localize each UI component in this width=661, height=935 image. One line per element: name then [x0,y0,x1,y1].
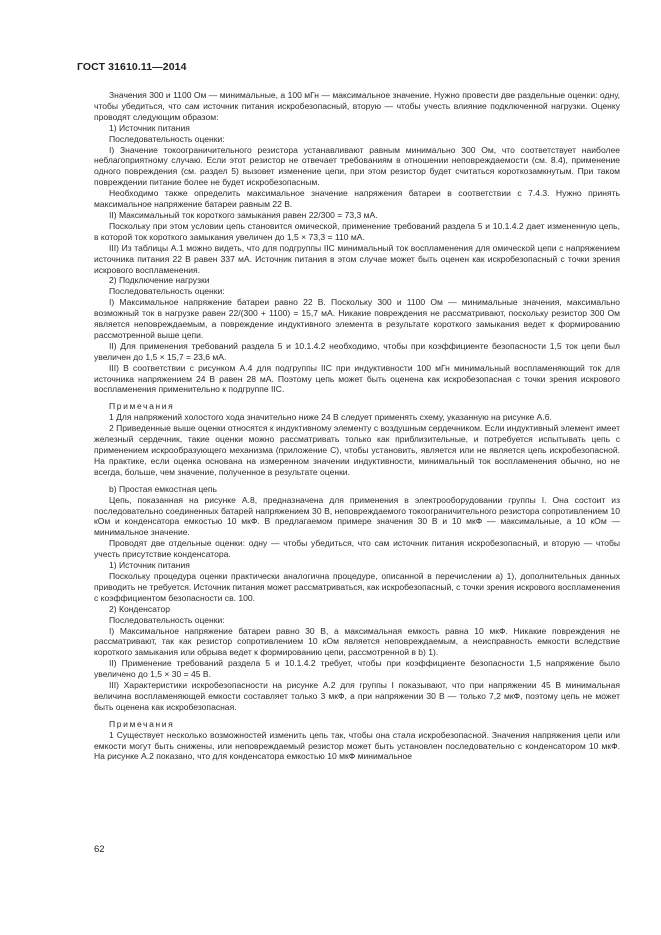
page-number: 62 [94,844,105,855]
paragraph: III) Из таблицы А.1 можно видеть, что для подгруппы IIС минимальный ток воспламенения для омической цепи с напряжением источника питания 22 В равен 337 мА. Источник питания в этом случае может быть оценен как искробезопасный с точки зрения искрового воспламенения. [94,242,620,275]
subsection-heading: 2) Подключение нагрузки [109,275,210,286]
paragraph: Поскольку процедура оценки практически аналогична процедуре, описанной в перечислении а) 1), дополнительных данных приводить не требуется. Источник питания может рассматриваться, как искробезопасный, с точки зрения искрового воспламенения с коэффициентом безопасности св. 100. [94,570,620,603]
paragraph: I) Максимальное напряжение батареи равно 30 В, а максимальная емкость равна 10 мкФ. Никакие повреждения не рассматривают, так как резистор сопротивлением 10 кОм является неповреждаемым, а неисправность емкости вследствие короткого замыкания или обрыва ведет к формированию цепи, рассмотренной в b) 1). [94,625,620,658]
paragraph: Последовательность оценки: [109,614,225,625]
notes-title: Примечания [109,718,175,729]
section-heading: b) Простая емкостная цепь [109,483,217,494]
main-text [94,90,620,762]
paragraph: Последовательность оценки: [109,286,225,297]
subsection-heading: 1) Источник питания [109,560,190,571]
paragraph: I) Максимальное напряжение батареи равно 22 В. Поскольку 300 и 1100 Ом — минимальные значения, максимально возможный ток в нагрузке равен 22/(300 + 1100) = 15,7 мА. Никакие повреждения не рассматривают, поскольку резистор 300 Ом является неповреждаемым, а повреждение индуктивного элемента в результате короткого замыкания ведет к формированию рассмотренной выше цепи. [94,297,620,340]
subsection-heading: 1) Источник питания [109,122,190,133]
paragraph: III) Характеристики искробезопасности на рисунке А.2 для группы I показывают, что при напряжении 45 В минимальная величина воспламеняющей емкости составляет только 3 мкФ, а при напряжении 30 В — только 7,2 мкФ, поэтому цепь не может быть оценена как искробезопасная. [94,680,620,712]
paragraph: II) Для применения требований раздела 5 и 10.1.4.2 необходимо, чтобы при коэффициенте безопасности 1,5 ток цепи был увеличен до 1,5 × 15,7 = 23,6 мА. [94,340,620,362]
subsection-heading: 2) Конденсатор [109,603,171,614]
paragraph: Необходимо также определить максимальное значение напряжения батареи в соответствии с 7.4.3. Нужно принять максимальное напряжение батареи равным 22 В. [94,188,620,210]
paragraph: Последовательность оценки: [109,133,225,144]
standard-header: ГОСТ 31610.11—2014 [77,61,187,73]
paragraph: II) Применение требований раздела 5 и 10.1.4.2 требует, чтобы при коэффициенте безопасности 1,5 напряжение было увеличено до 1,5 × 30 = 45 В. [94,658,620,680]
note-item: 2 Приведенные выше оценки относятся к индуктивному элементу с воздушным сердечником. Если индуктивный элемент имеет железный сердечник, такие оценки можно рассматривать только как приблизительные, и потребуется испытывать цепь с применением искрообразующего механизма (приложение С), чтобы установить, является или не является цепь искробезопасной. На практике, если оценка основана на измеренном значении индуктивности, минимальный ток воспламенения обычно, но не всегда, больше, чем значение, полученное в результате оценки. [94,423,620,477]
paragraph: I) Значение токоограничительного резистора устанавливают равным минимально 300 Ом, что соответствует наиболее неблагоприятному случаю. Если этот резистор не отвечает требованиям в отношении неповреждаемости (см. 8.4), применение одного повреждения (см. раздел 5) вызовет изменение цепи, при этом резистор будет считаться короткозамкнутым. При таком повреждении питание более не будет искробезопасным. [94,144,620,188]
note-item: 1 Существует несколько возможностей изменить цепь так, чтобы она стала искробезопасной. Значения напряжения цепи или емкости могут быть снижены, или неповреждаемый резистор может быть установлен последовательно с конденсатором 10 мкФ. На рисунке А.2 показано, что для конденсатора емкостью 10 мкФ минимальное [94,729,620,762]
notes-title: Примечания [109,401,175,412]
paragraph: Проводят две отдельные оценки: одну — чтобы убедиться, что сам источник питания искробезопасный, и вторую — чтобы учесть присутствие конденсатора. [94,538,620,560]
paragraph: III) В соответствии с рисунком А.4 для подгруппы IIС при индуктивности 100 мГн минимальный воспламеняющий ток для источника напряжением 24 В равен 28 мА. Поэтому цепь может быть оценена как искробезопасная с точки зрения искрового воспламенения применительно к подгруппе IIС. [94,362,620,395]
note-item: 1 Для напряжений холостого хода значительно ниже 24 В следует применять схему, указанную на рисунке А.6. [109,412,552,423]
paragraph: Значения 300 и 1100 Ом — минимальные, а 100 мГн — максимальное значение. Нужно провести две раздельные оценки: одну, чтобы убедиться, что сам источник питания искробезопасный, вторую — чтобы учесть влияние подключенной нагрузки. Оценку проводят следующим образом: [94,90,620,122]
paragraph: Цепь, показанная на рисунке А.8, предназначена для применения в электрооборудовании группы I. Она состоит из последовательно соединенных батарей напряжением 30 В, неповреждаемого токоограничительного резистора сопротивлением 10 кОм и конденсатора емкостью 10 мкФ. В предлагаемом примере значения 30 В и 10 мкФ — максимальные, а 10 кОм — минимальное значение. [94,494,620,538]
paragraph: Поскольку при этом условии цепь становится омической, применение требований раздела 5 и 10.1.4.2 дает измененную цепь, в которой ток короткого замыкания увеличен до 1,5 × 73,3 = 110 мА. [94,220,620,242]
paragraph: II) Максимальный ток короткого замыкания равен 22/300 = 73,3 мА. [109,209,378,220]
